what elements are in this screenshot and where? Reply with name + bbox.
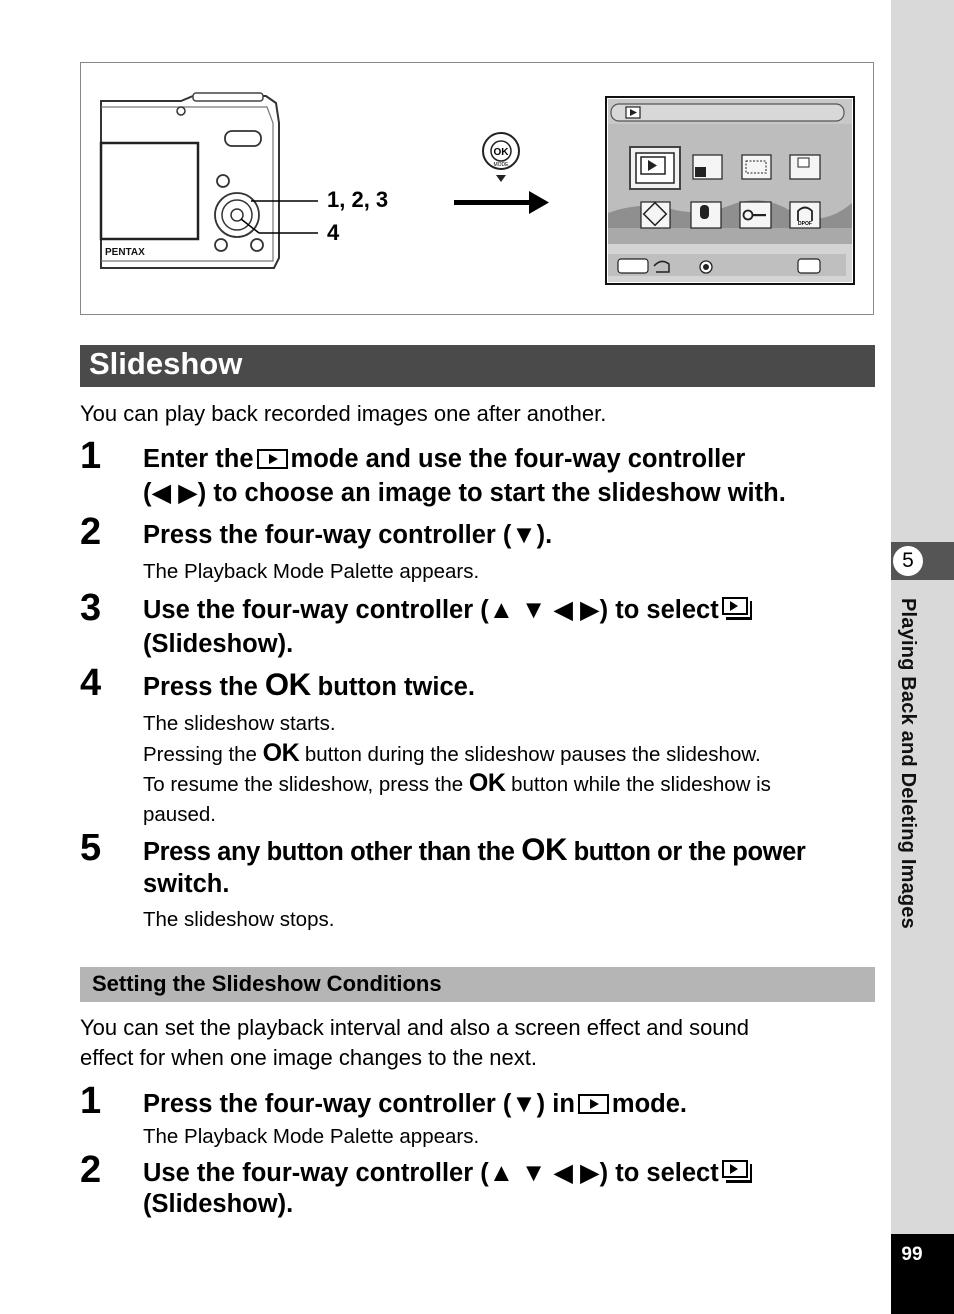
section-intro: You can play back recorded images one after another. — [80, 401, 607, 426]
ok-button-icon: OK — [264, 667, 311, 702]
step-3-text: Use the four-way controller (▲ ▼ ◀ ▶) to select — [143, 593, 755, 627]
step-5-note: The slideshow stops. — [143, 908, 335, 931]
step-number: 5 — [80, 827, 102, 869]
slideshow-icon — [722, 1160, 752, 1184]
ok-button-icon: OK — [468, 769, 506, 797]
step-number: 2 — [80, 1149, 102, 1191]
step-5-text-cont: switch. — [143, 870, 230, 898]
section-title: Slideshow — [89, 346, 243, 381]
slideshow-icon — [722, 597, 752, 621]
svg-text:OK: OK — [493, 147, 509, 158]
step-4-text: Press the OK button twice. — [143, 667, 475, 702]
step-number: 2 — [80, 511, 102, 553]
camera-brand-label: PENTAX — [105, 247, 145, 258]
svg-text:DPOF: DPOF — [798, 221, 812, 227]
arrow-right-icon — [454, 191, 549, 214]
callout-steps-1-2-3: 1, 2, 3 — [327, 187, 389, 212]
step-number: 1 — [80, 435, 102, 477]
playback-mode-icon — [257, 449, 288, 469]
illustration-figure — [80, 62, 874, 315]
step-4-note: The slideshow starts. Pressing the OK button during the slideshow pauses the slideshow. To resume the slideshow, press the OK button while the slideshow is paused. — [143, 712, 771, 826]
subsection-title-bar — [80, 967, 875, 1002]
section-title-bar — [80, 345, 875, 387]
step-3-text-cont: (Slideshow). — [143, 630, 294, 658]
sub-step-1-text: Press the four-way controller (▼) in mode. — [143, 1090, 687, 1118]
step-2-text: Press the four-way controller (▼). — [143, 521, 553, 549]
sub-step-1-note: The Playback Mode Palette appears. — [143, 1125, 480, 1148]
playback-mode-icon — [578, 1094, 609, 1114]
chapter-number: 5 — [893, 546, 923, 576]
lcd-screen-illustration — [606, 97, 854, 284]
step-5-text: Press any button other than the OK button or the power — [143, 832, 806, 867]
step-number: 1 — [80, 1080, 102, 1122]
subsection-title: Setting the Slideshow Conditions — [92, 971, 442, 996]
sub-step-2-text: Use the four-way controller (▲ ▼ ◀ ▶) to select — [143, 1156, 755, 1190]
ok-button-icon: OK — [521, 832, 567, 867]
ok-mode-button-icon — [483, 133, 519, 182]
step-1-text-cont: (◀ ▶) to choose an image to start the slideshow with. — [143, 479, 786, 507]
subsection-intro: You can set the playback interval and also a screen effect and sound effect for when one image changes to the next. — [80, 1015, 750, 1070]
callout-step-4: 4 — [327, 220, 340, 245]
step-1-text: Enter the mode and use the four-way controller — [143, 445, 746, 473]
ok-button-icon: OK — [262, 738, 300, 767]
sub-step-2-text-cont: (Slideshow). — [143, 1190, 294, 1218]
page-number: 99 — [901, 1244, 923, 1265]
chapter-title: Playing Back and Deleting Images — [897, 598, 919, 929]
step-number: 3 — [80, 587, 102, 629]
step-number: 4 — [80, 662, 102, 704]
svg-text:MODE: MODE — [493, 162, 509, 168]
camera-illustration — [81, 63, 875, 316]
step-2-note: The Playback Mode Palette appears. — [143, 560, 480, 583]
